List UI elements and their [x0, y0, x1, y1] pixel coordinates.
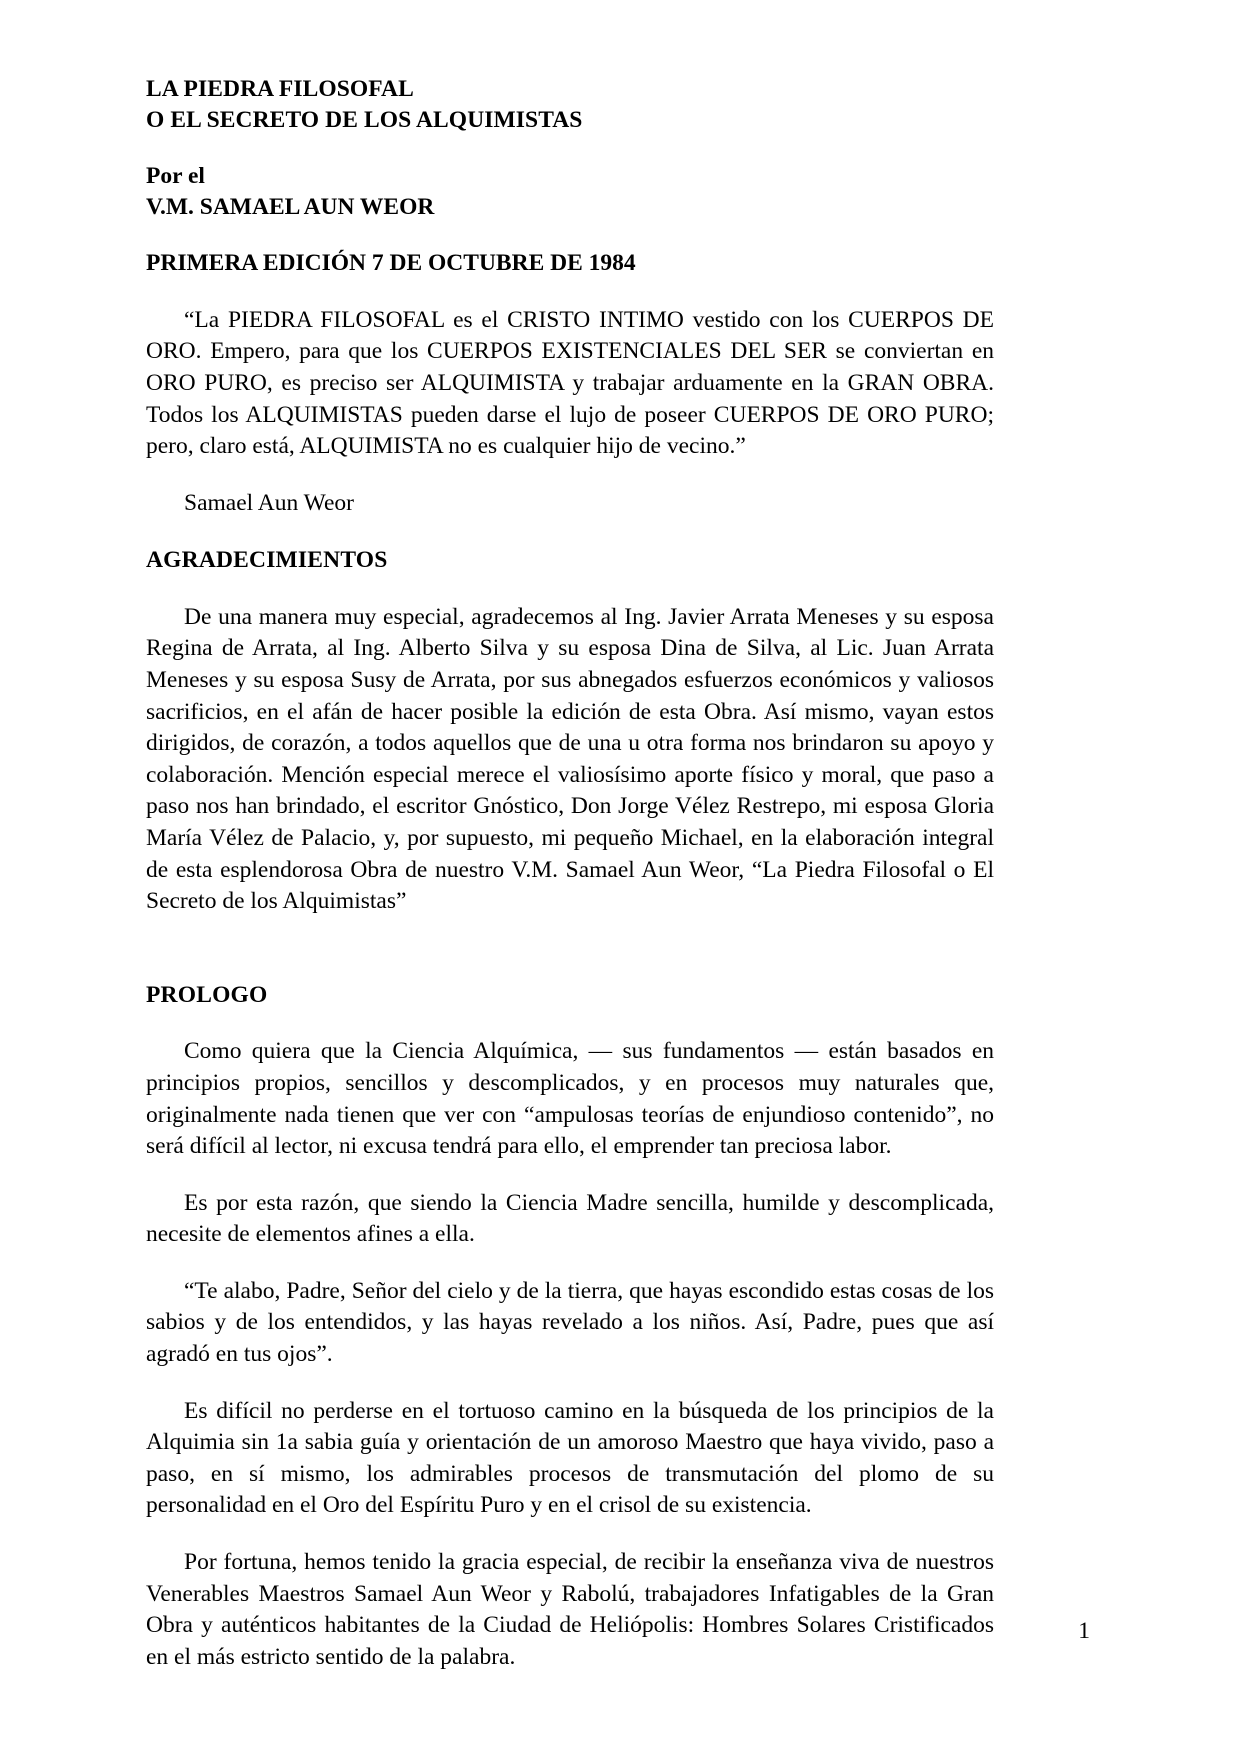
spacer: [146, 222, 994, 248]
prologue-paragraph: Es difícil no perderse en el tortuoso camino en la búsqueda de los principios de la Alquimia sin 1a sabia guía y orientación de un amoroso Maestro que haya vivido, paso a paso, en sí mismo, los admirables procesos de transmutación del plomo de su personalidad en el Oro del Espíritu Puro y en el crisol de su existencia.: [146, 1397, 994, 1519]
document-title: [146, 74, 994, 135]
spacer: [146, 1010, 994, 1036]
prologue-paragraph: Es por esta razón, que siendo la Ciencia Madre sencilla, humilde y descomplicada, necesite de elementos afines a ella.: [146, 1189, 994, 1248]
spacer: [146, 1251, 994, 1276]
spacer: [146, 135, 994, 161]
heading-agradecimientos: AGRADECIMIENTOS: [146, 547, 388, 574]
title-line-2: O EL SECRETO DE LOS ALQUIMISTAS: [146, 106, 583, 133]
prologue-paragraph: Por fortuna, hemos tenido la gracia especial, de recibir la enseñanza viva de nuestros Venerables Maestros Samael Aun Weor y Rabolú, trabajadores Infatigables de la Gran Obra y auténticos habitantes de la Ciudad de Heliópolis: Hombres Solares Cristificados en el más estricto sentido de la palabra.: [146, 1549, 994, 1670]
spacer: [146, 1163, 994, 1188]
spacer: [146, 463, 994, 488]
spacer: [146, 279, 994, 305]
byline-line-1: Por el: [146, 163, 205, 190]
prologue-paragraph: “Te alabo, Padre, Señor del cielo y de la tierra, que hayas escondido estas cosas de los sabios y de los entendidos, y las hayas revelado a los niños. Así, Padre, pues que así agradó en tus ojos”.: [146, 1277, 994, 1368]
spacer: [146, 519, 994, 545]
epigraph-paragraph: “La PIEDRA FILOSOFAL es el CRISTO INTIMO vestido con los CUERPOS DE ORO. Empero, para que los CUERPOS EXISTENCIALES DEL SER se conviertan en ORO PURO, es preciso ser ALQUIMISTA y trabajar arduamente en la GRAN OBRA. Todos los ALQUIMISTAS pueden darse el lujo de poseer CUERPOS DE ORO PURO; pero, claro está, ALQUIMISTA no es cualquier hijo de vecino.”: [146, 306, 994, 460]
byline-line-2: V.M. SAMAEL AUN WEOR: [146, 193, 435, 220]
spacer: [146, 1522, 994, 1547]
title-line-1: LA PIEDRA FILOSOFAL: [146, 76, 414, 102]
byline: [146, 161, 994, 222]
acknowledgements-paragraph: De una manera muy especial, agradecemos al Ing. Javier Arrata Meneses y su esposa Regina de Arrata, al Ing. Alberto Silva y su esposa Dina de Silva, al Lic. Juan Arrata Meneses y su esposa Susy de Arrata, por sus abnegados esfuerzos económicos y valiosos sacrificios, en el afán de hacer posible la edición de esta Obra. Así mismo, vayan estos dirigidos, de corazón, a todos aquellos que de una u otra forma nos brindaron su apoyo y colaboración. Mención especial merece el valiosísimo aporte físico y moral, que paso a paso nos han brindado, el escritor Gnóstico, Don Jorge Vélez Restrepo, mi esposa Gloria María Vélez de Palacio, y, por supuesto, mi pequeño Michael, en la elaboración integral de esta esplendorosa Obra de nuestro V.M. Samael Aun Weor, “La Piedra Filosofal o El Secreto de los Alquimistas”: [146, 603, 994, 915]
spacer: [146, 576, 994, 602]
spacer: [146, 918, 994, 980]
prologue-paragraph: Como quiera que la Ciencia Alquímica, — sus fundamentos — están basados en principios propios, sencillos y descomplicados, y en procesos muy naturales que, originalmente nada tienen que ver con “ampulosas teorías de enjundioso contenido”, no será difícil al lector, ni excusa tendrá para ello, el emprender tan preciosa labor.: [146, 1038, 994, 1160]
page-content: [146, 74, 994, 1673]
edition-statement: PRIMERA EDICIÓN 7 DE OCTUBRE DE 1984: [146, 250, 636, 277]
spacer: [146, 1371, 994, 1396]
heading-prologo: PROLOGO: [146, 981, 268, 1008]
page-number: 1: [1078, 1617, 1090, 1644]
epigraph-attribution: Samael Aun Weor: [184, 489, 354, 516]
